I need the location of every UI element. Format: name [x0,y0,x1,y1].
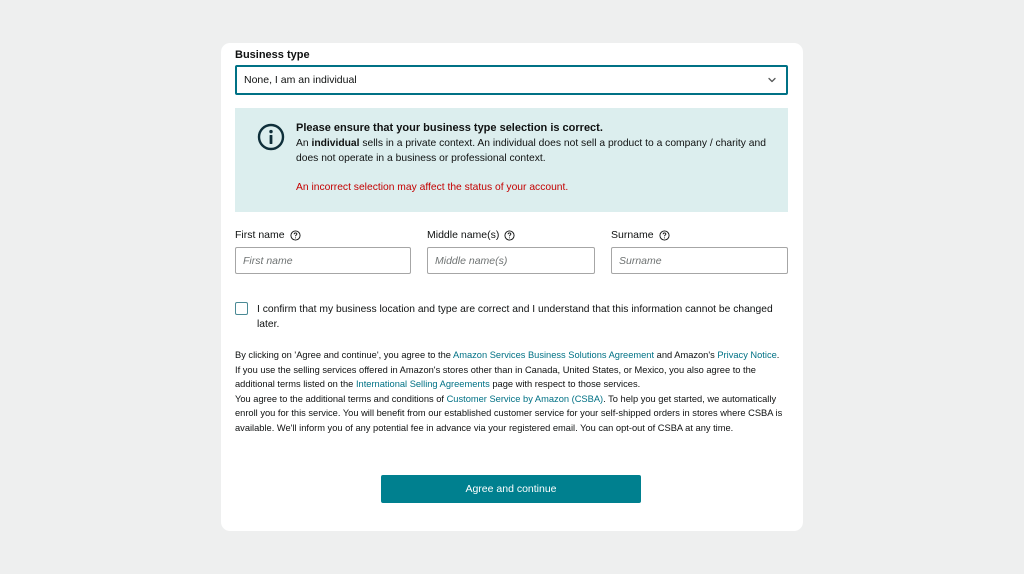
alert-body-bold: individual [311,138,360,149]
business-type-label: Business type [235,49,310,61]
business-solutions-agreement-link[interactable]: Amazon Services Business Solutions Agreement [453,350,655,360]
legal-paragraph-3: You agree to the additional terms and conditions of Customer Service by Amazon (CSBA). To help you get started, we automatically enroll you for this service. You will benefit from our established customer service for your self-shipped orders in stores where CSBA is available. We'll inform you of any potential fee in advance via your registered email. You can opt-out of CSBA at any time. [235,393,783,433]
confirm-text: I confirm that my business location and type are correct and I understand that this information cannot be changed later. [257,304,773,330]
first-name-label: First name [235,227,411,243]
legal-text [235,348,788,435]
alert-warning: An incorrect selection may affect the status of your account. [296,182,569,193]
privacy-notice-link[interactable]: Privacy Notice [717,350,777,360]
surname-field [611,227,788,274]
registration-card [221,43,803,531]
csba-link[interactable]: Customer Service by Amazon (CSBA) [446,393,604,404]
agree-and-continue-button[interactable]: Agree and continue [381,475,641,503]
first-name-field [235,227,411,274]
legal-paragraph-1: By clicking on 'Agree and continue', you agree to the Amazon Services Business Solutions Agreement and Amazon's Privacy Notice. [235,350,780,360]
surname-input[interactable] [611,247,788,274]
chevron-down-icon [766,74,778,86]
business-type-alert [235,108,788,212]
international-selling-agreements-link[interactable]: International Selling Agreements [355,379,490,389]
middle-name-input[interactable] [427,247,595,274]
alert-text [296,121,776,195]
alert-body: An individual sells in a private context. An individual does not sell a product to a company / charity and does not operate in a business or professional context. [296,138,766,164]
help-icon[interactable] [504,230,515,241]
surname-label: Surname [611,227,788,243]
info-icon [257,123,285,151]
legal-paragraph-2: If you use the selling services offered in Amazon's stores other than in Canada, United States, or Mexico, you also agree to the additional terms listed on the International Selling Agreements page with respect to those services. [235,364,756,389]
first-name-input[interactable] [235,247,411,274]
business-type-select[interactable] [235,65,788,95]
business-type-selected-value: None, I am an individual [244,74,357,86]
confirm-checkbox[interactable] [235,302,248,315]
help-icon[interactable] [659,230,670,241]
middle-name-label: Middle name(s) [427,227,595,243]
middle-name-field [427,227,595,274]
help-icon[interactable] [290,230,301,241]
confirm-row [235,301,788,332]
alert-title: Please ensure that your business type selection is correct. [296,122,603,134]
